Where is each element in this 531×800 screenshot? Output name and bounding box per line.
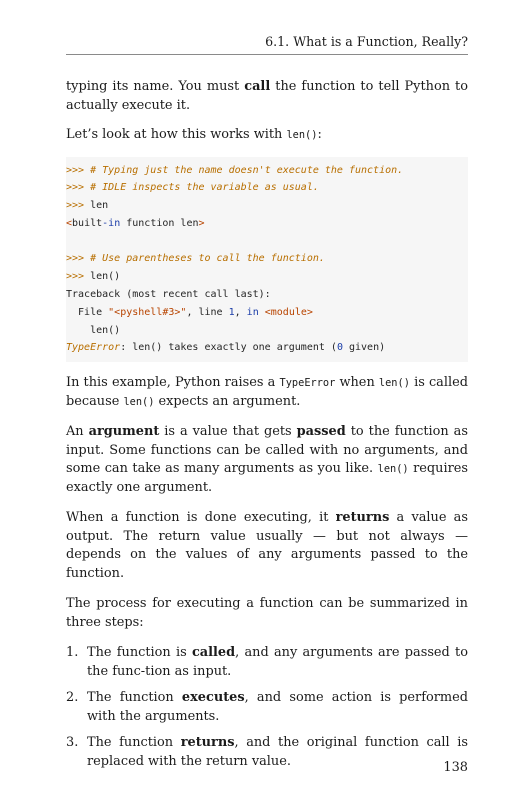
list-item: 3. The function returns, and the original function call is replaced with the return value. <box>66 735 469 769</box>
code-line: >>> len <box>66 200 109 212</box>
code-line: Traceback (most recent call last): <box>66 289 271 301</box>
code-line: len() <box>66 324 121 336</box>
paragraph-typeerror: In this example, Python raises a TypeError when len() is called because len() expects an argument. <box>66 375 468 409</box>
code-line: >>> len() <box>66 271 121 283</box>
term-returns: returns <box>335 510 390 526</box>
list-number: 3. <box>66 735 79 751</box>
paragraph-process: The process for executing a function can be summarized in three steps: <box>66 596 468 630</box>
list-item: 1. The function is called, and any arguments are passed to the func-tion as input. <box>66 645 468 679</box>
running-header: 6.1. What is a Function, Really? <box>265 34 468 49</box>
header-rule <box>66 54 468 55</box>
list-item: 2. The function executes, and some action is performed with the arguments. <box>66 690 469 724</box>
code-line: <built-in function len> <box>66 217 205 229</box>
code-line: TypeError: len() takes exactly one argument (0 given) <box>66 342 386 354</box>
inline-code-len: len() <box>286 129 318 141</box>
paragraph-returns: When a function is done executing, it returns a value as output. The return value usually — but not always — depends on the values of any arguments passed to the function. <box>66 510 468 581</box>
paragraph-call: typing its name. You must call the function to tell Python to actually execute it. <box>66 79 468 113</box>
list-number: 2. <box>66 690 79 706</box>
inline-code-typeerror: TypeError <box>279 377 336 390</box>
term-argument: argument <box>88 424 160 440</box>
page-number: 138 <box>443 760 468 775</box>
paragraph-intro-len: Let’s look at how this works with len(): <box>66 127 322 142</box>
steps-list <box>66 644 468 771</box>
term-passed: passed <box>296 424 346 440</box>
code-line: >>> # Use parentheses to call the function. <box>66 253 325 265</box>
inline-code-len: len() <box>378 377 410 390</box>
paragraph-argument: An argument is a value that gets passed to the function as input. Some functions can be called with no arguments, and some can take as many arguments as you like. len() requires exactly one argument. <box>66 424 468 495</box>
body-text <box>66 78 468 779</box>
code-blank-line <box>66 233 468 251</box>
code-line: >>> # Typing just the name doesn't execute the function. <box>66 164 404 176</box>
code-block <box>66 157 468 363</box>
book-page <box>66 0 468 800</box>
term-call: call <box>244 79 271 94</box>
code-line: File "<pyshell#3>", line 1, in <module> <box>66 306 313 318</box>
list-number: 1. <box>66 645 79 661</box>
inline-code-len: len() <box>377 463 409 476</box>
code-line: >>> # IDLE inspects the variable as usual. <box>66 182 319 194</box>
inline-code-len: len() <box>123 395 155 408</box>
